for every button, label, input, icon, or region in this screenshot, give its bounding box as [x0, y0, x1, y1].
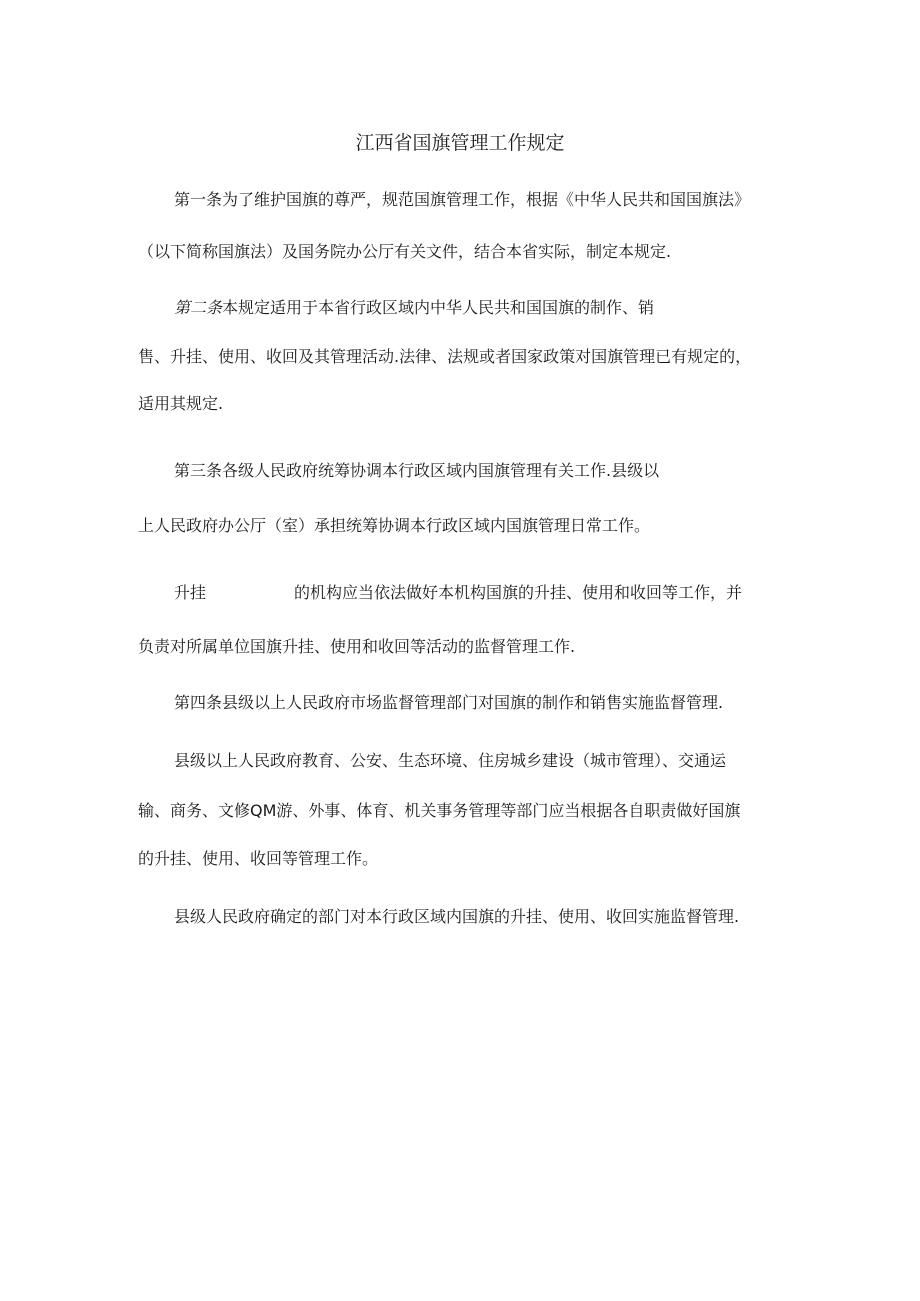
document-title: 江西省国旗管理工作规定 — [355, 132, 565, 154]
article-2-label: 第二条 — [174, 298, 223, 317]
article-2-line-1 — [174, 297, 654, 319]
article-3-line-1: 第三条各级人民政府统筹协调本行政区域内国旗管理有关工作.县级以 — [174, 461, 660, 480]
paragraph-departments-line-1: 县级以上人民政府教育、公安、生态环境、住房城乡建设（城市管理）、交通运 — [174, 751, 727, 770]
article-1-line-1: 第一条为了维护国旗的尊严，规范国旗管理工作，根据《中华人民共和国国旗法》 — [174, 190, 751, 209]
paragraph-raising-line-1 — [174, 582, 742, 604]
paragraph-raising-line-2: 负责对所属单位国旗升挂、使用和收回等活动的监督管理工作. — [138, 637, 576, 656]
article-3-line-2: 上人民政府办公厅（室）承担统筹协调本行政区域内国旗管理日常工作。 — [138, 516, 651, 535]
article-4-line-1: 第四条县级以上人民政府市场监督管理部门对国旗的制作和销售实施监督管理. — [174, 693, 724, 712]
paragraph-departments-line-2: 输、商务、文修QM游、外事、体育、机关事务管理等部门应当根据各自职责做好国旗 — [138, 801, 741, 820]
paragraph-raising-line-1-text: 的机构应当依法做好本机构国旗的升挂、使用和收回等工作，并 — [294, 583, 743, 602]
paragraph-county-supervision-line-1: 县级人民政府确定的部门对本行政区域内国旗的升挂、使用、收回实施监督管理. — [174, 907, 740, 926]
article-2-line-3: 适用其规定. — [138, 394, 224, 413]
paragraph-raising-lead: 升挂 — [174, 583, 207, 602]
article-2-line-1-text: 本规定适用于本省行政区域内中华人民共和国国旗的制作、销 — [222, 298, 655, 317]
article-1-line-2: （以下简称国旗法）及国务院办公厅有关文件，结合本省实际，制定本规定. — [138, 242, 672, 261]
paragraph-departments-line-3: 的升挂、使用、收回等管理工作。 — [138, 849, 379, 868]
article-2-line-2: 售、升挂、使用、收回及其管理活动.法律、法规或者国家政策对国旗管理已有规定的， — [138, 347, 752, 366]
